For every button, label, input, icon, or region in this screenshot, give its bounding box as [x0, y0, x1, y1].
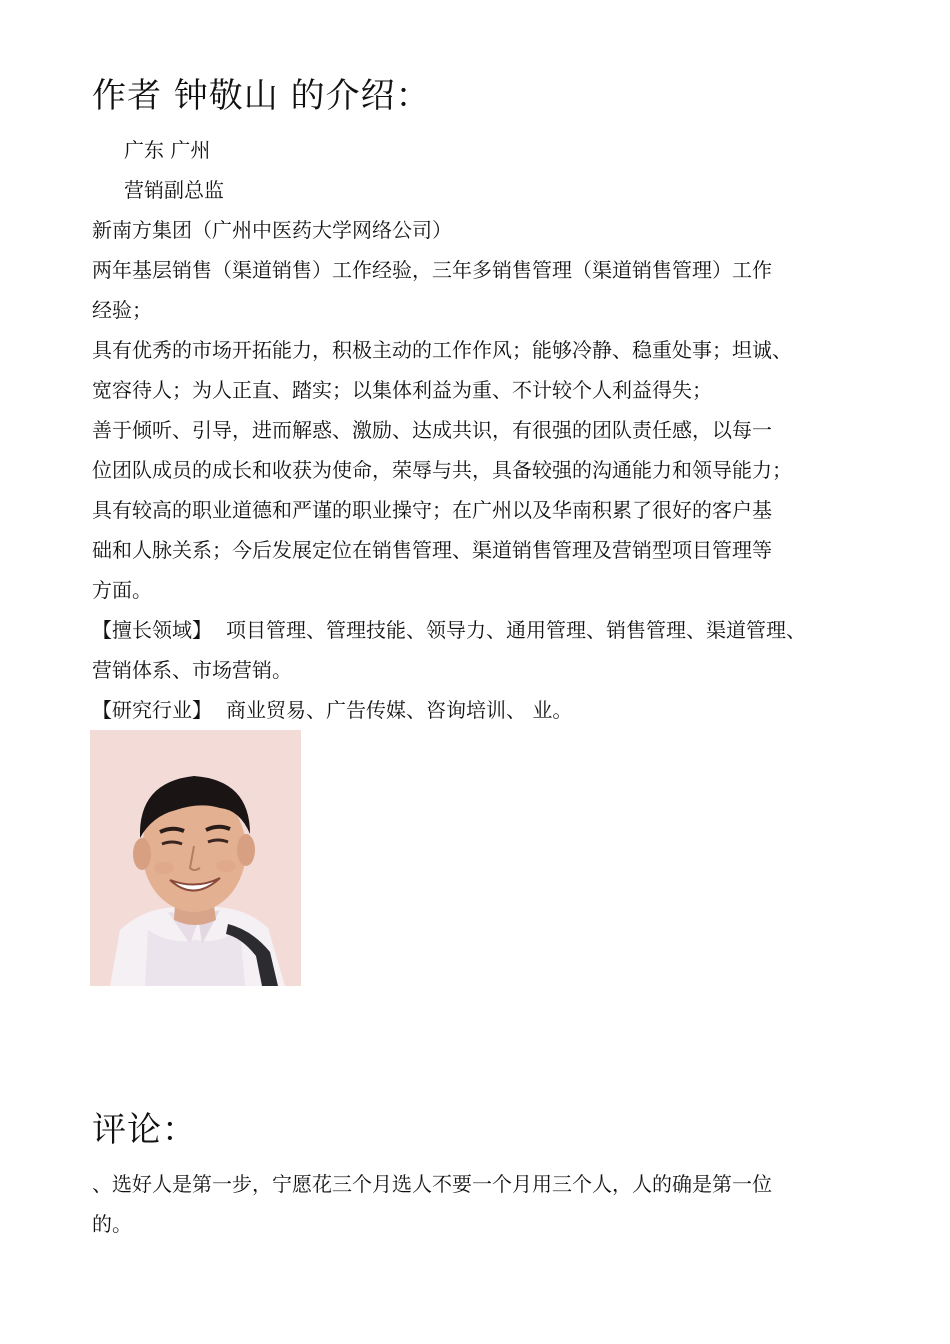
comment-body: [92, 1164, 862, 1244]
author-profile: [92, 130, 862, 730]
industry-line: [92, 690, 862, 730]
industry-tag: 【研究行业】: [92, 698, 212, 722]
experience-line-1: 两年基层销售（渠道销售）工作经验，三年多销售管理（渠道销售管理）工作: [92, 258, 772, 282]
expertise-line-1: [92, 610, 862, 650]
comment-title: 评论：: [92, 1110, 197, 1150]
expertise-list: 项目管理、管理技能、领导力、通用管理、销售管理、渠道管理、: [226, 618, 806, 642]
traits-2-line-2: 位团队成员的成长和收获为使命，荣辱与共，具备较强的沟通能力和领导能力；: [92, 458, 792, 482]
traits-3-line-3: 方面。: [92, 578, 152, 602]
traits-2-line-1: 善于倾听、引导，进而解惑、激励、达成共识，有很强的团队责任感，以每一: [92, 418, 772, 442]
industry-list: 商业贸易、广告传媒、咨询培训、 业。: [226, 698, 573, 722]
author-photo: [90, 730, 301, 986]
comment-line-1: 、选好人是第一步，宁愿花三个月选人不要一个月用三个人，人的确是第一位: [92, 1172, 772, 1196]
expertise-tag: 【擅长领域】: [92, 618, 212, 642]
position: 营销副总监: [124, 178, 224, 202]
comment-line-2: 的。: [92, 1212, 132, 1236]
company: 新南方集团（广州中医药大学网络公司）: [92, 218, 452, 242]
expertise-line-2: 营销体系、市场营销。: [92, 658, 292, 682]
author-intro-title: 作者 钟敬山 的介绍：: [92, 76, 431, 116]
experience-line-2: 经验；: [92, 298, 152, 322]
traits-3-line-2: 础和人脉关系；今后发展定位在销售管理、渠道销售管理及营销型项目管理等: [92, 538, 772, 562]
traits-3-line-1: 具有较高的职业道德和严谨的职业操守；在广州以及华南积累了很好的客户基: [92, 498, 772, 522]
traits-1-line-2: 宽容待人；为人正直、踏实；以集体利益为重、不计较个人利益得失；: [92, 378, 712, 402]
location: 广东 广州: [124, 138, 211, 162]
traits-1-line-1: 具有优秀的市场开拓能力，积极主动的工作作风；能够冷静、稳重处事；坦诚、: [92, 338, 792, 362]
